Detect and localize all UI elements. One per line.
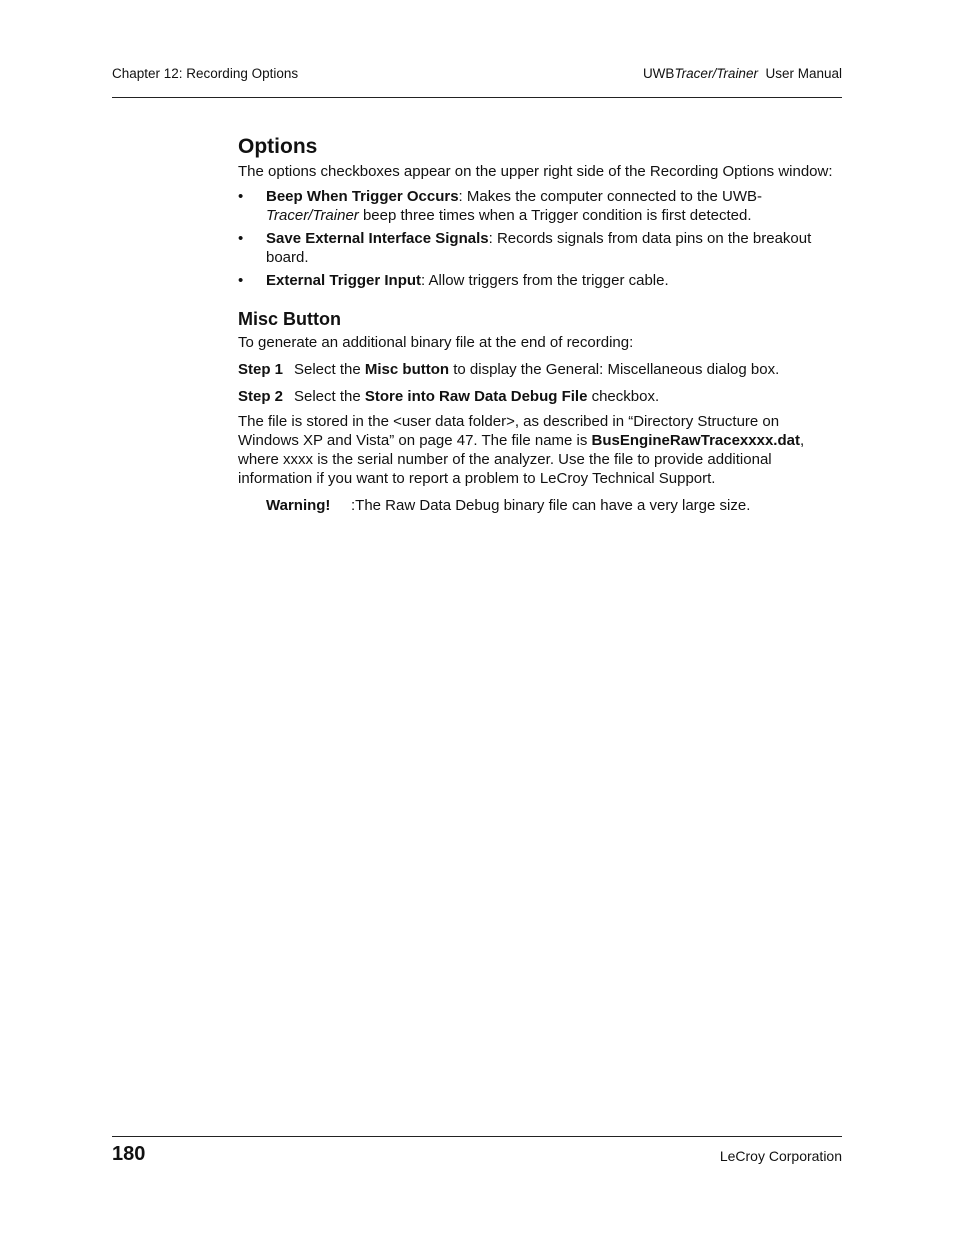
- option-desc: : Allow triggers from the trigger cable.: [421, 272, 669, 289]
- step-label: Step 2: [238, 388, 284, 405]
- step-text-cont: checkbox.: [587, 388, 660, 405]
- bullet-glyph: •: [238, 272, 244, 289]
- options-bullet-list: [238, 187, 838, 290]
- option-desc-cont: beep three times when a Trigger condition is first detected.: [358, 207, 752, 224]
- header-product-prefix: UWB: [642, 66, 675, 81]
- footer-company: LeCroy Corporation: [719, 1148, 842, 1164]
- option-desc-italic: Tracer/Trainer: [266, 207, 359, 224]
- bullet-glyph: •: [238, 230, 244, 247]
- step-bold: Misc button: [364, 361, 450, 378]
- options-intro: The options checkboxes appear on the upper right side of the Recording Options window:: [238, 163, 833, 180]
- para-text-cont: , where xxxx is the serial number of the analyzer. Use the file to provide additional information if you want to report a problem to LeCroy Technical Support.: [238, 432, 805, 487]
- option-name: External Trigger Input: [266, 272, 422, 289]
- option-name: Save External Interface Signals: [266, 230, 489, 247]
- warning-text: :The Raw Data Debug binary file can have a very large size.: [351, 497, 751, 514]
- step-text: Select the: [294, 388, 365, 405]
- file-location-paragraph: [238, 412, 838, 488]
- header-product-italic: Tracer/Trainer: [674, 66, 758, 81]
- warning-label: Warning!: [266, 497, 331, 514]
- list-item: [238, 187, 838, 225]
- option-desc: : Makes the computer connected to the UWB-: [458, 188, 763, 205]
- misc-intro: To generate an additional binary file at the end of recording:: [238, 334, 634, 351]
- section-title-misc-button: Misc Button: [238, 309, 341, 329]
- step-text-cont: to display the General: Miscellaneous dialog box.: [449, 361, 780, 378]
- option-desc: : Records signals from data pins on the breakout board.: [266, 230, 812, 266]
- option-name: Beep When Trigger Occurs: [266, 188, 459, 205]
- list-item: [238, 271, 838, 290]
- bullet-glyph: •: [238, 188, 244, 205]
- step-2: [238, 387, 838, 406]
- list-item: [238, 229, 838, 267]
- section-title-options: Options: [238, 135, 318, 158]
- step-text: Select the: [294, 361, 365, 378]
- step-label: Step 1: [238, 361, 284, 378]
- warning-note: [266, 496, 838, 515]
- running-header-chapter: Chapter 12: Recording Options: [112, 66, 299, 81]
- header-rule: [112, 97, 842, 98]
- page-number: 180: [112, 1143, 146, 1165]
- footer-rule: [112, 1136, 842, 1137]
- step-1: [238, 360, 838, 379]
- header-product-suffix: User Manual: [765, 66, 842, 81]
- para-text: The file is stored in the <user data folder>, as described in “Directory Structure on Windows XP and Vista” on page 47. The file name is: [238, 413, 780, 449]
- running-header-manual: [643, 66, 842, 81]
- page-body: [238, 134, 838, 515]
- file-name: BusEngineRawTracexxxx.dat: [591, 432, 800, 449]
- step-bold: Store into Raw Data Debug File: [364, 388, 588, 405]
